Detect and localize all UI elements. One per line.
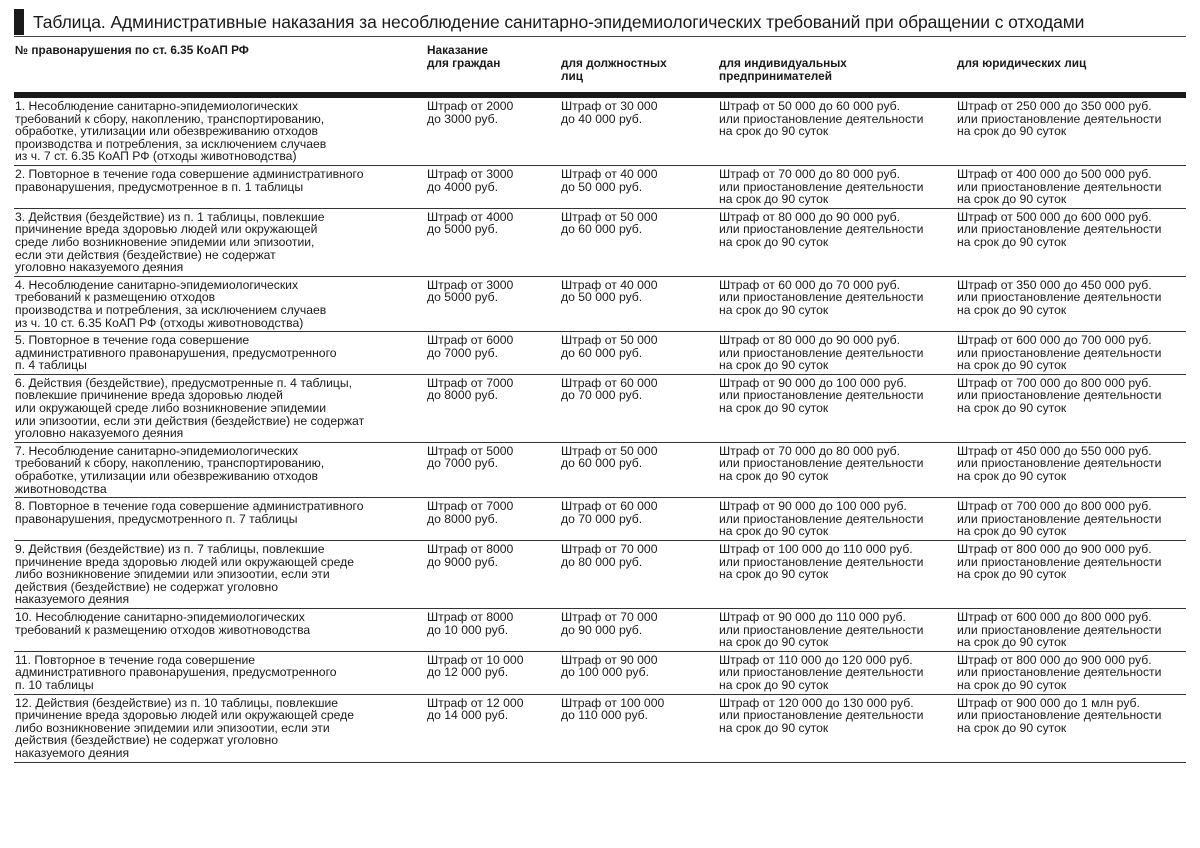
entrepreneurs-penalty-cell: Штраф от 110 000 до 120 000 руб. или приостановление деятельности на срок до 90 суток (718, 651, 956, 694)
officials-penalty-cell: Штраф от 30 000 до 40 000 руб. (560, 98, 718, 165)
table-row (14, 276, 1186, 331)
legal-penalty-cell: Штраф от 800 000 до 900 000 руб. или приостановление деятельности на срок до 90 суток (956, 651, 1186, 694)
table-row (14, 374, 1186, 442)
table-row (14, 608, 1186, 651)
table-row (14, 208, 1186, 276)
officials-penalty-cell: Штраф от 100 000 до 110 000 руб. (560, 694, 718, 762)
header-row (14, 44, 1186, 92)
header-citizens (426, 44, 560, 92)
header-offense-label: № правонарушения по ст. 6.35 КоАП РФ (15, 43, 249, 57)
header-legal (956, 44, 1186, 92)
officials-penalty-cell: Штраф от 70 000 до 80 000 руб. (560, 541, 718, 609)
table-row (14, 332, 1186, 375)
officials-penalty-cell: Штраф от 50 000 до 60 000 руб. (560, 208, 718, 276)
offense-cell: 4. Несоблюдение санитарно-эпидемиологических требований к размещению отходов производства и потребления, за исключением случаев из ч. 10 ст. 6.35 КоАП РФ (отходы животноводства) (14, 276, 426, 331)
table-title: Таблица. Административные наказания за несоблюдение санитарно-эпидемиологических требований при обращении с отходами (33, 11, 1085, 32)
entrepreneurs-penalty-cell: Штраф от 60 000 до 70 000 руб. или приостановление деятельности на срок до 90 суток (718, 276, 956, 331)
officials-penalty-cell: Штраф от 50 000 до 60 000 руб. (560, 332, 718, 375)
citizens-penalty-cell: Штраф от 3000 до 5000 руб. (426, 276, 560, 331)
header-offense (14, 44, 426, 92)
header-officials (560, 44, 718, 92)
officials-penalty-cell: Штраф от 60 000 до 70 000 руб. (560, 498, 718, 541)
offense-cell: 2. Повторное в течение года совершение административного правонарушения, предусмотренное в п. 1 таблицы (14, 165, 426, 208)
table-row (14, 442, 1186, 497)
offense-cell: 7. Несоблюдение санитарно-эпидемиологических требований к сбору, накоплению, транспортированию, обработке, утилизации или обезвреживанию отходов животноводства (14, 442, 426, 497)
citizens-penalty-cell: Штраф от 7000 до 8000 руб. (426, 374, 560, 442)
citizens-penalty-cell: Штраф от 4000 до 5000 руб. (426, 208, 560, 276)
officials-penalty-cell: Штраф от 40 000 до 50 000 руб. (560, 165, 718, 208)
entrepreneurs-penalty-cell: Штраф от 90 000 до 110 000 руб. или приостановление деятельности на срок до 90 суток (718, 608, 956, 651)
header-entrepreneurs-label: для индивидуальных предпринимателей (719, 56, 847, 83)
header-citizens-label: для граждан (427, 56, 501, 70)
offense-cell: 5. Повторное в течение года совершение административного правонарушения, предусмотренного п. 4 таблицы (14, 332, 426, 375)
entrepreneurs-penalty-cell: Штраф от 80 000 до 90 000 руб. или приостановление деятельности на срок до 90 суток (718, 332, 956, 375)
officials-penalty-cell: Штраф от 90 000 до 100 000 руб. (560, 651, 718, 694)
legal-penalty-cell: Штраф от 400 000 до 500 000 руб. или приостановление деятельности на срок до 90 суток (956, 165, 1186, 208)
entrepreneurs-penalty-cell: Штраф от 80 000 до 90 000 руб. или приостановление деятельности на срок до 90 суток (718, 208, 956, 276)
penalties-table (14, 44, 1186, 763)
legal-penalty-cell: Штраф от 500 000 до 600 000 руб. или приостановление деятельности на срок до 90 суток (956, 208, 1186, 276)
entrepreneurs-penalty-cell: Штраф от 70 000 до 80 000 руб. или приостановление деятельности на срок до 90 суток (718, 442, 956, 497)
entrepreneurs-penalty-cell: Штраф от 120 000 до 130 000 руб. или приостановление деятельности на срок до 90 суток (718, 694, 956, 762)
table-row (14, 541, 1186, 609)
offense-cell: 3. Действия (бездействие) из п. 1 таблицы, повлекшие причинение вреда здоровью людей или окружающей среде либо возникновение эпидемии или эпизоотии, если эти действия (бездействие) не содержат уголовно наказуемого деяния (14, 208, 426, 276)
citizens-penalty-cell: Штраф от 3000 до 4000 руб. (426, 165, 560, 208)
legal-penalty-cell: Штраф от 450 000 до 550 000 руб. или приостановление деятельности на срок до 90 суток (956, 442, 1186, 497)
offense-cell: 8. Повторное в течение года совершение административного правонарушения, предусмотренного п. 7 таблицы (14, 498, 426, 541)
entrepreneurs-penalty-cell: Штраф от 90 000 до 100 000 руб. или приостановление деятельности на срок до 90 суток (718, 374, 956, 442)
offense-cell: 12. Действия (бездействие) из п. 10 таблицы, повлекшие причинение вреда здоровью людей или окружающей среде либо возникновение эпидемии или эпизоотии, если эти действия (бездействие) не содержат уголовно наказуемого деяния (14, 694, 426, 762)
document-page (14, 8, 1186, 763)
header-officials-label: для должностных лиц (561, 56, 667, 83)
entrepreneurs-penalty-cell: Штраф от 100 000 до 110 000 руб. или приостановление деятельности на срок до 90 суток (718, 541, 956, 609)
header-penalty-group: Наказание (427, 43, 488, 57)
legal-penalty-cell: Штраф от 350 000 до 450 000 руб. или приостановление деятельности на срок до 90 суток (956, 276, 1186, 331)
table-row (14, 98, 1186, 165)
legal-penalty-cell: Штраф от 900 000 до 1 млн руб. или приостановление деятельности на срок до 90 суток (956, 694, 1186, 762)
header-entrepreneurs (718, 44, 956, 92)
legal-penalty-cell: Штраф от 600 000 до 700 000 руб. или приостановление деятельности на срок до 90 суток (956, 332, 1186, 375)
citizens-penalty-cell: Штраф от 8000 до 10 000 руб. (426, 608, 560, 651)
table-row (14, 165, 1186, 208)
table-row (14, 651, 1186, 694)
table-body (14, 98, 1186, 762)
legal-penalty-cell: Штраф от 700 000 до 800 000 руб. или приостановление деятельности на срок до 90 суток (956, 374, 1186, 442)
legal-penalty-cell: Штраф от 700 000 до 800 000 руб. или приостановление деятельности на срок до 90 суток (956, 498, 1186, 541)
officials-penalty-cell: Штраф от 70 000 до 90 000 руб. (560, 608, 718, 651)
citizens-penalty-cell: Штраф от 8000 до 9000 руб. (426, 541, 560, 609)
citizens-penalty-cell: Штраф от 10 000 до 12 000 руб. (426, 651, 560, 694)
table-row (14, 694, 1186, 762)
offense-cell: 10. Несоблюдение санитарно-эпидемиологических требований к размещению отходов животноводства (14, 608, 426, 651)
officials-penalty-cell: Штраф от 40 000 до 50 000 руб. (560, 276, 718, 331)
citizens-penalty-cell: Штраф от 5000 до 7000 руб. (426, 442, 560, 497)
entrepreneurs-penalty-cell: Штраф от 90 000 до 100 000 руб. или приостановление деятельности на срок до 90 суток (718, 498, 956, 541)
offense-cell: 6. Действия (бездействие), предусмотренные п. 4 таблицы, повлекшие причинение вреда здоровью людей или окружающей среде либо возникновение эпидемии или эпизоотии, если эти действия (бездействие) не содержат уголовно наказуемого деяния (14, 374, 426, 442)
entrepreneurs-penalty-cell: Штраф от 50 000 до 60 000 руб. или приостановление деятельности на срок до 90 суток (718, 98, 956, 165)
citizens-penalty-cell: Штраф от 12 000 до 14 000 руб. (426, 694, 560, 762)
citizens-penalty-cell: Штраф от 2000 до 3000 руб. (426, 98, 560, 165)
offense-cell: 11. Повторное в течение года совершение административного правонарушения, предусмотренного п. 10 таблицы (14, 651, 426, 694)
legal-penalty-cell: Штраф от 600 000 до 800 000 руб. или приостановление деятельности на срок до 90 суток (956, 608, 1186, 651)
offense-cell: 9. Действия (бездействие) из п. 7 таблицы, повлекшие причинение вреда здоровью людей или окружающей среде либо возникновение эпидемии или эпизоотии, если эти действия (бездействие) не содержат уголовно наказуемого деяния (14, 541, 426, 609)
table-title-bar (14, 8, 1186, 37)
entrepreneurs-penalty-cell: Штраф от 70 000 до 80 000 руб. или приостановление деятельности на срок до 90 суток (718, 165, 956, 208)
offense-cell: 1. Несоблюдение санитарно-эпидемиологических требований к сбору, накоплению, транспортированию, обработке, утилизации или обезвреживанию отходов производства и потребления, за исключением случаев из ч. 7 ст. 6.35 КоАП РФ (отходы животноводства) (14, 98, 426, 165)
header-legal-label: для юридических лиц (957, 56, 1087, 70)
officials-penalty-cell: Штраф от 60 000 до 70 000 руб. (560, 374, 718, 442)
legal-penalty-cell: Штраф от 800 000 до 900 000 руб. или приостановление деятельности на срок до 90 суток (956, 541, 1186, 609)
officials-penalty-cell: Штраф от 50 000 до 60 000 руб. (560, 442, 718, 497)
title-marker (14, 9, 24, 35)
table-row (14, 498, 1186, 541)
table-header (14, 44, 1186, 98)
citizens-penalty-cell: Штраф от 7000 до 8000 руб. (426, 498, 560, 541)
citizens-penalty-cell: Штраф от 6000 до 7000 руб. (426, 332, 560, 375)
legal-penalty-cell: Штраф от 250 000 до 350 000 руб. или приостановление деятельности на срок до 90 суток (956, 98, 1186, 165)
